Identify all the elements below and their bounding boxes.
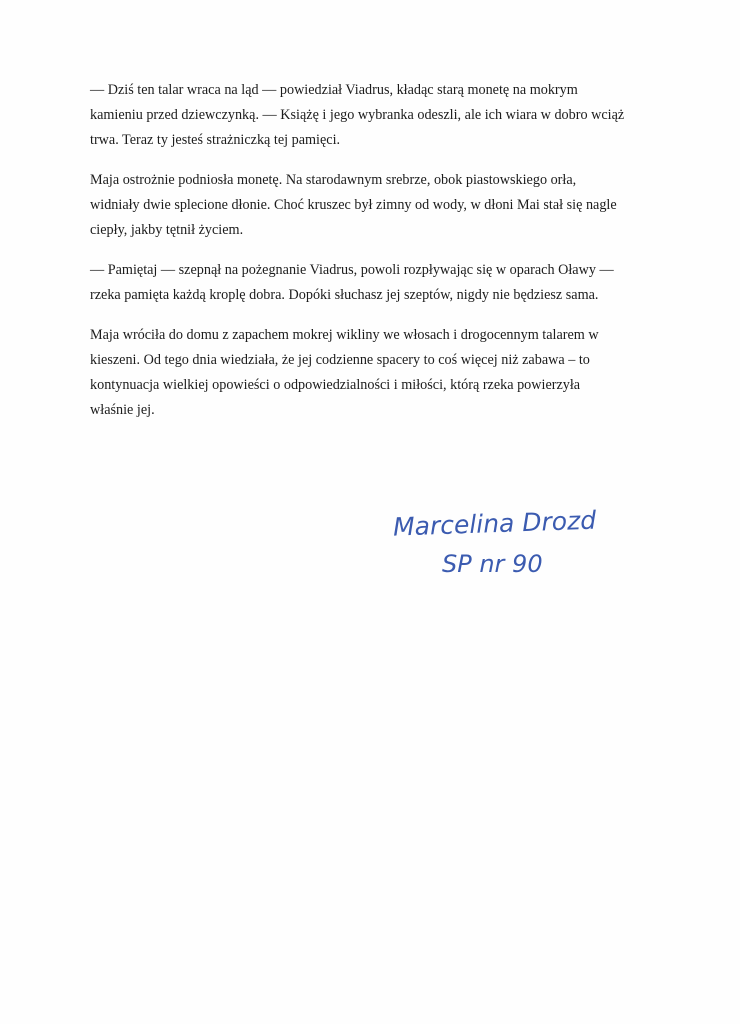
- paragraph-line: rzeka pamięta każdą kroplę dobra. Dopóki słuchasz jej szeptów, nigdy nie będziesz sama.: [90, 287, 599, 303]
- paragraph-line: Maja wróciła do domu z zapachem mokrej wikliny we włosach i drogocennym talarem w: [90, 327, 599, 343]
- paragraph-line: właśnie jej.: [90, 402, 155, 418]
- paragraph-line: kamieniu przed dziewczynką. — Książę i jego wybranka odeszli, ale ich wiara w dobro wciąż: [90, 107, 625, 123]
- paragraph-3: [90, 258, 650, 308]
- paragraph-line: trwa. Teraz ty jesteś strażniczką tej pamięci.: [90, 132, 341, 148]
- paragraph-1: [90, 78, 650, 153]
- paragraph-2: [90, 168, 650, 243]
- paragraph-4: [90, 323, 650, 423]
- paragraph-line: kontynuacja wielkiej opowieści o odpowiedzialności i miłości, którą rzeka powierzyła: [90, 377, 581, 393]
- signature-school: SP nr 90: [442, 550, 543, 578]
- paragraph-line: Maja ostrożnie podniosła monetę. Na starodawnym srebrze, obok piastowskiego orła,: [90, 172, 577, 188]
- paragraph-line: widniały dwie splecione dłonie. Choć kruszec był zimny od wody, w dłoni Mai stał się nagle: [90, 197, 617, 213]
- story-text: [90, 78, 650, 438]
- paragraph-line: kieszeni. Od tego dnia wiedziała, że jej codzienne spacery to coś więcej niż zabawa – to: [90, 352, 590, 368]
- paragraph-line: — Pamiętaj — szepnął na pożegnanie Viadrus, powoli rozpływając się w oparach Oławy —: [90, 262, 614, 278]
- signature-name: Marcelina Drozd: [392, 505, 597, 542]
- paragraph-line: — Dziś ten talar wraca na ląd — powiedział Viadrus, kładąc starą monetę na mokrym: [90, 82, 578, 98]
- paragraph-line: ciepły, jakby tętnił życiem.: [90, 222, 244, 238]
